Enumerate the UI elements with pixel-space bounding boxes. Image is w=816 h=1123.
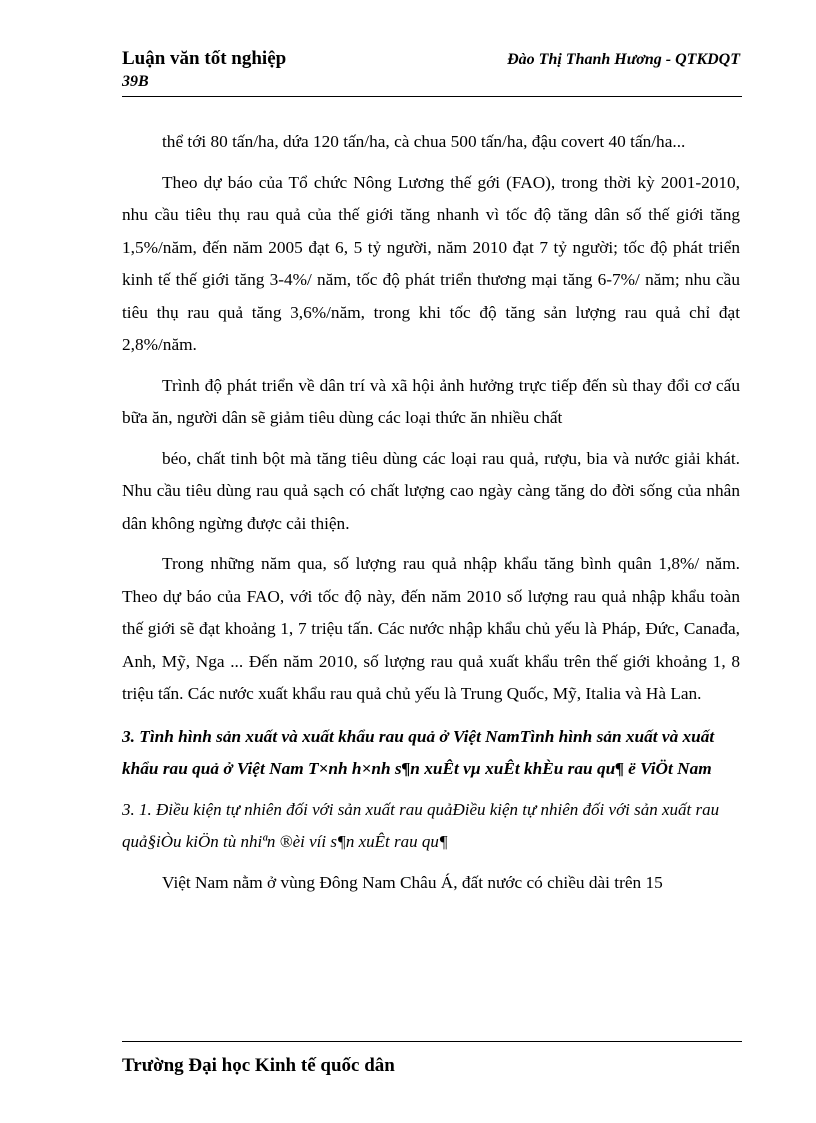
footer-divider — [122, 1041, 742, 1042]
subsection-heading: 3. 1. Điều kiện tự nhiên đối với sản xuất rau quảĐiều kiện tự nhiên đối với sản xuất rau quả§iÒu kiÖn tù nhiªn ®èi víi s¶n xuÊt rau qu¶ — [122, 799, 720, 851]
thesis-class: 39B — [122, 73, 149, 90]
section-heading: 3. Tình hình sản xuất và xuất khẩu rau quả ở Việt NamTình hình sản xuất và xuất khẩu rau quả ở Việt Nam T×nh h×nh s¶n xuÊt vµ xuÊt khÈu rau qu¶ ë ViÖt Nam — [122, 726, 715, 778]
paragraph-imports: Trong những năm qua, số lượng rau quả nhập khẩu tăng bình quân 1,8%/ năm. Theo dự báo của FAO, với tốc độ này, đến năm 2010 số lượng rau quả nhập khẩu toàn thế giới sẽ đạt khoảng 1, 7 triệu tấn. Các nước nhập khẩu chủ yếu là Pháp, Đức, Canađa, Anh, Mỹ, Nga ... Đến năm 2010, số lượng rau quả xuất khẩu trên thế giới khoảng 1, 8 triệu tấn. Các nước xuất khẩu rau quả chủ yếu là Trung Quốc, Mỹ, Italia và Hà Lan. — [122, 554, 740, 703]
page-header — [122, 48, 740, 96]
paragraph-consumption: béo, chất tinh bột mà tăng tiêu dùng các loại rau quả, rượu, bia và nước giải khát. Nhu cầu tiêu dùng rau quả sạch có chất lượng cao ngày càng tăng do đời sống của nhân dân không ngừng được cải thiện. — [122, 448, 740, 533]
paragraph-vietnam-geography: Việt Nam nằm ở vùng Đông Nam Châu Á, đất nước có chiều dài trên 15 — [162, 872, 663, 892]
page-body — [122, 126, 740, 899]
paragraph-fao-forecast: Theo dự báo của Tổ chức Nông Lương thế gới (FAO), trong thời kỳ 2001-2010, nhu cầu tiêu thụ rau quả của thế giới tăng nhanh vì tốc độ tăng dân số thế giới tăng 1,5%/năm, đến năm 2005 đạt 6, 5 tỷ người, năm 2010 đạt 7 tỷ người; tốc độ phát triển kinh tế thế giới tăng 3-4%/ năm, tốc độ phát triển thương mại tăng 6-7%/ năm; nhu cầu tiêu thụ rau quả tăng 3,6%/năm, trong khi tốc độ tăng sản lượng rau quả chỉ đạt 2,8%/năm. — [122, 172, 740, 354]
author-name: Đào Thị Thanh Hương - QTKDQT — [507, 51, 740, 68]
paragraph-diet-change: Trình độ phát triển về dân trí và xã hội ảnh hưởng trực tiếp đến sù thay đổi cơ cấu bữa ăn, người dân sẽ giảm tiêu dùng các loại thức ăn nhiều chất — [122, 375, 740, 427]
footer-institution: Trường Đại học Kinh tế quốc dân — [122, 1055, 395, 1076]
header-divider — [122, 96, 742, 97]
paragraph-continuation: thể tới 80 tấn/ha, dứa 120 tấn/ha, cà chua 500 tấn/ha, đậu covert 40 tấn/ha... — [162, 132, 686, 151]
thesis-title: Luận văn tốt nghiệp — [122, 48, 287, 69]
